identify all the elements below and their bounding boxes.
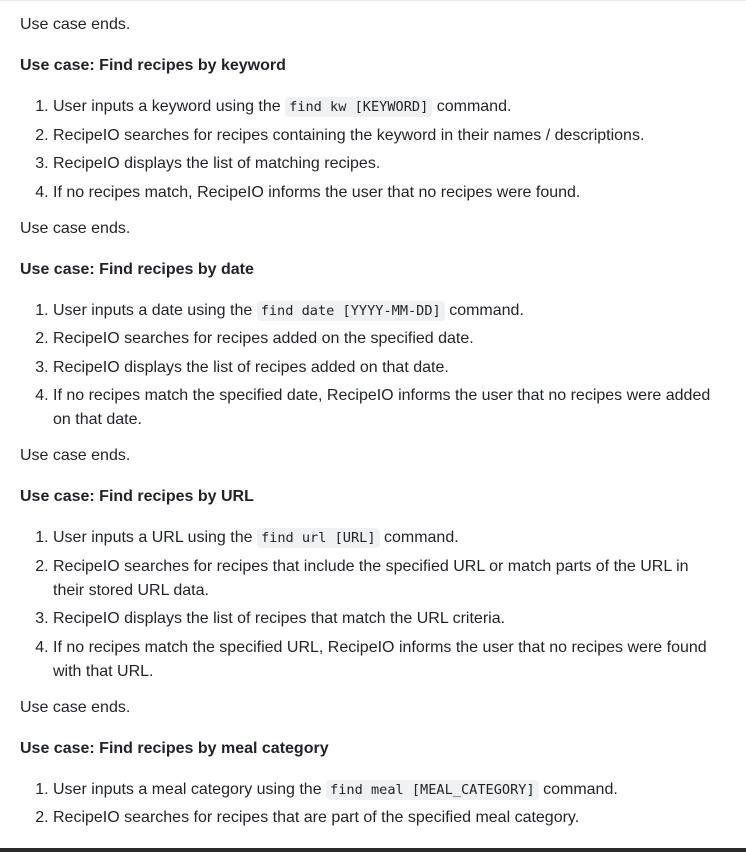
list-item: 2. RecipeIO searches for recipes containing the keyword in their names / descriptions. bbox=[53, 124, 720, 148]
list-item bbox=[53, 778, 720, 802]
step-text: command. bbox=[444, 301, 524, 319]
use-case-heading-keyword: Use case: Find recipes by keyword bbox=[20, 57, 286, 74]
bottom-edge-bar bbox=[0, 848, 746, 852]
use-case-ends-text: Use case ends. bbox=[20, 16, 131, 33]
step-text: command. bbox=[432, 98, 512, 115]
list-item: 2. RecipeIO searches for recipes that are part of the specified meal category. bbox=[53, 806, 720, 830]
list-item bbox=[53, 526, 720, 550]
steps-list-keyword bbox=[20, 95, 720, 205]
list-item: 2. RecipeIO searches for recipes added on the specified date. bbox=[53, 327, 720, 351]
use-case-ends-text: Use case ends. bbox=[20, 698, 131, 716]
list-item: 4. If no recipes match, RecipeIO informs the user that no recipes were found. bbox=[53, 181, 720, 205]
use-case-heading-meal-category: Use case: Find recipes by meal category bbox=[20, 739, 329, 757]
list-item: 2. RecipeIO searches for recipes that include the specified URL or match parts of the URL in their stored URL data. bbox=[53, 555, 720, 603]
step-text: command. bbox=[379, 529, 459, 546]
list-item bbox=[53, 95, 720, 119]
steps-list-date bbox=[20, 299, 720, 433]
step-text: command. bbox=[538, 780, 618, 798]
command-code: find url [URL] bbox=[257, 528, 380, 548]
command-code: find kw [KEYWORD] bbox=[285, 97, 432, 117]
list-item: 3. RecipeIO displays the list of matching recipes. bbox=[53, 152, 720, 176]
step-text: User inputs a meal category using the bbox=[53, 780, 327, 798]
command-code: find date [YYYY-MM-DD] bbox=[257, 301, 445, 321]
use-case-heading-date: Use case: Find recipes by date bbox=[20, 260, 254, 278]
list-item: 3. RecipeIO displays the list of recipes added on that date. bbox=[53, 356, 720, 380]
use-case-ends-text: Use case ends. bbox=[20, 219, 131, 237]
list-item bbox=[53, 299, 720, 323]
step-text: User inputs a URL using the bbox=[53, 529, 257, 546]
command-code: find meal [MEAL_CATEGORY] bbox=[326, 780, 539, 800]
use-case-ends-text: Use case ends. bbox=[20, 447, 131, 464]
steps-list-meal-category bbox=[20, 778, 720, 831]
steps-list-url bbox=[20, 526, 720, 684]
list-item: 4. If no recipes match the specified URL, RecipeIO informs the user that no recipes were found with that URL. bbox=[53, 636, 720, 684]
use-case-heading-url: Use case: Find recipes by URL bbox=[20, 488, 254, 505]
document-body bbox=[20, 0, 720, 835]
list-item: 3. RecipeIO displays the list of recipes that match the URL criteria. bbox=[53, 607, 720, 631]
step-text: User inputs a keyword using the bbox=[53, 98, 286, 115]
list-item: 4. If no recipes match the specified date, RecipeIO informs the user that no recipes were added on that date. bbox=[53, 384, 720, 432]
step-text: User inputs a date using the bbox=[53, 301, 257, 319]
